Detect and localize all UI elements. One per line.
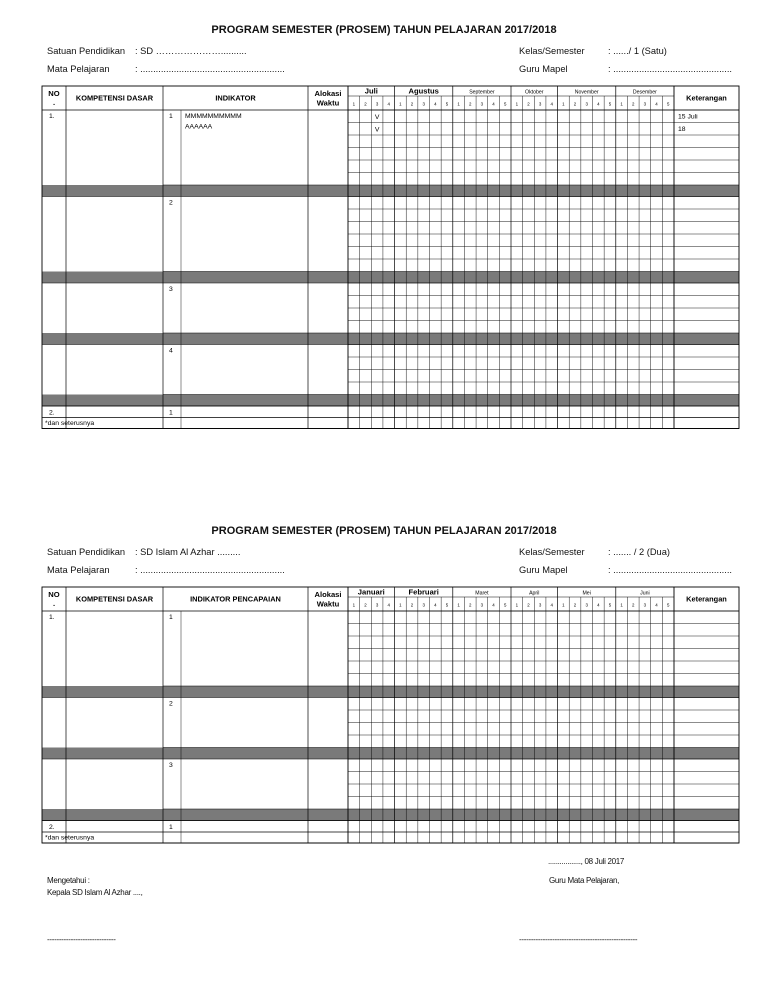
keterangan-cell: 15 Juli	[678, 113, 698, 121]
week-number: 4	[597, 101, 600, 107]
last-row-indicator-number: 1	[169, 824, 173, 831]
waktu-header: Waktu	[316, 599, 340, 609]
no-header: NO	[48, 590, 60, 599]
indikator-header: INDIKATOR	[215, 93, 256, 103]
week-number: 3	[480, 101, 484, 107]
last-row-number: 2.	[49, 824, 55, 831]
week-number: 5	[666, 101, 670, 107]
week-number: 5	[608, 602, 612, 608]
week-number: 5	[608, 101, 612, 107]
sheet2-satuan-label: Satuan Pendidikan	[47, 547, 126, 557]
sheet1-kelas-value: : ....../ 1 (Satu)	[608, 46, 667, 56]
indicator-number: 2	[169, 700, 173, 708]
week-number: 5	[445, 101, 449, 107]
sheet2-mapel-label: Mata Pelajaran	[47, 565, 110, 575]
indicator-number: 1	[169, 113, 173, 120]
sheet2-kelas-label: Kelas/Semester	[519, 547, 585, 557]
month-label: Desember	[632, 89, 657, 96]
sheet2-kelas-value: : ....... / 2 (Dua)	[608, 547, 670, 557]
month-label: Februari	[408, 587, 439, 597]
week-number: 2	[410, 101, 414, 107]
no-header: NO	[48, 89, 60, 98]
kompetensi-dasar-header: KOMPETENSI DASAR	[75, 594, 154, 604]
kepala-signature-line: -----------------------------	[47, 935, 116, 944]
alokasi-header: Alokasi	[314, 590, 342, 599]
alokasi-header: Alokasi	[314, 89, 342, 98]
kepala-sekolah-label: Kepala SD Islam Al Azhar ....,	[47, 888, 143, 897]
month-label: November	[574, 89, 599, 96]
week-check-mark: V	[374, 114, 380, 121]
month-label: Agustus	[408, 86, 439, 96]
month-label: Maret	[475, 590, 489, 597]
week-number: 1	[562, 602, 565, 608]
week-number: 3	[480, 602, 484, 608]
keterangan-header: Keterangan	[686, 594, 727, 604]
week-number: 4	[492, 101, 495, 107]
week-number: 4	[387, 101, 390, 107]
indicator-number: 4	[169, 347, 173, 355]
no-header-dot: .	[52, 599, 56, 608]
week-number: 2	[410, 602, 414, 608]
week-number: 1	[562, 101, 565, 107]
sheet2-satuan-value: : SD Islam Al Azhar .........	[135, 547, 241, 557]
mengetahui-label: Mengetahui :	[47, 876, 90, 885]
section-separator-bar	[42, 272, 739, 284]
sheet1-satuan-value: : SD …………………..........	[135, 46, 247, 56]
week-number: 3	[643, 602, 647, 608]
week-number: 2	[573, 101, 577, 107]
last-row-indicator-number: 1	[169, 409, 173, 417]
week-number: 2	[527, 101, 530, 107]
month-label: Juli	[364, 86, 378, 96]
week-number: 3	[375, 602, 379, 608]
week-number: 3	[422, 602, 425, 608]
week-number: 5	[445, 602, 449, 608]
sheet1-kelas-label: Kelas/Semester	[519, 46, 585, 56]
week-number: 3	[538, 602, 542, 608]
week-number: 4	[597, 602, 600, 608]
table-border	[42, 86, 739, 429]
week-number: 5	[503, 101, 507, 107]
week-check-mark: V	[374, 126, 380, 134]
no-header-dot: .	[52, 98, 56, 107]
week-number: 1	[620, 602, 623, 608]
week-number: 3	[375, 101, 379, 107]
sheet2-guru-value: : ..............................................	[608, 565, 732, 575]
month-label: Juni	[640, 590, 650, 597]
week-number: 5	[503, 602, 507, 608]
month-label: Mei	[582, 590, 591, 597]
last-row-number: 2.	[49, 409, 55, 417]
sheet1-guru-label: Guru Mapel	[519, 64, 568, 74]
week-number: 2	[469, 101, 472, 107]
sheet1-mapel-value: : ........................................................	[135, 64, 285, 74]
week-number: 4	[655, 101, 658, 107]
month-label: Oktober	[525, 89, 544, 96]
footnote: *dan seterusnya	[45, 420, 95, 427]
sheet1-guru-value: : ..............................................	[608, 64, 732, 74]
week-number: 2	[632, 101, 635, 107]
week-number: 1	[515, 602, 519, 608]
indicator-number: 3	[169, 762, 173, 769]
indicator-text: AAAAAA	[185, 123, 213, 131]
sheet1-title: PROGRAM SEMESTER (PROSEM) TAHUN PELAJARAN 2017/2018	[211, 24, 557, 36]
indicator-number: 3	[169, 286, 173, 293]
week-number: 3	[585, 101, 588, 107]
waktu-header: Waktu	[316, 98, 340, 108]
indikator-header: INDIKATOR PENCAPAIAN	[190, 594, 281, 604]
week-number: 3	[643, 101, 647, 107]
week-number: 2	[527, 602, 530, 608]
week-number: 4	[550, 602, 553, 608]
week-number: 3	[422, 101, 425, 107]
sheet2-title: PROGRAM SEMESTER (PROSEM) TAHUN PELAJARAN 2017/2018	[211, 525, 557, 537]
sheet2-guru-label: Guru Mapel	[519, 565, 568, 575]
week-number: 1	[457, 602, 460, 608]
keterangan-header: Keterangan	[686, 93, 727, 103]
sheet2-mapel-value: : ........................................................	[135, 565, 285, 575]
guru-signature-line: --------------------------------------------------	[519, 935, 638, 944]
week-number: 1	[620, 101, 623, 107]
sheet1-mapel-label: Mata Pelajaran	[47, 64, 110, 74]
week-number: 2	[469, 602, 472, 608]
week-number: 2	[364, 602, 367, 608]
keterangan-cell: 18	[678, 126, 686, 133]
month-label: September	[469, 89, 495, 96]
month-label: Januari	[357, 587, 385, 597]
week-number: 3	[538, 101, 542, 107]
section-number: 1.	[49, 614, 55, 621]
section-number: 1.	[49, 113, 55, 120]
sheet1-satuan-label: Satuan Pendidikan	[47, 46, 126, 56]
week-number: 1	[399, 602, 402, 608]
indicator-text: MMMMMMMMMM	[185, 113, 242, 120]
week-number: 4	[387, 602, 390, 608]
week-number: 1	[352, 602, 356, 608]
week-number: 2	[632, 602, 635, 608]
kompetensi-dasar-header: KOMPETENSI DASAR	[75, 93, 154, 103]
week-number: 4	[434, 602, 437, 608]
week-number: 1	[399, 101, 402, 107]
section-separator-bar	[42, 395, 739, 407]
indicator-number: 1	[169, 614, 173, 621]
week-number: 4	[655, 602, 658, 608]
week-number: 1	[457, 101, 460, 107]
week-number: 1	[352, 101, 356, 107]
guru-mapel-signature-label: Guru Mata Pelajaran,	[549, 876, 620, 885]
footnote: *dan seterusnya	[45, 834, 95, 842]
week-number: 3	[585, 602, 588, 608]
indicator-number: 2	[169, 199, 173, 207]
signature-date: ................., 08 Juli 2017	[548, 857, 625, 866]
section-separator-bar	[42, 185, 739, 197]
week-number: 4	[492, 602, 495, 608]
week-number: 4	[434, 101, 437, 107]
week-number: 5	[666, 602, 670, 608]
week-number: 2	[573, 602, 577, 608]
month-label: April	[529, 590, 540, 597]
week-number: 2	[364, 101, 367, 107]
week-number: 4	[550, 101, 553, 107]
week-number: 1	[515, 101, 519, 107]
section-separator-bar	[42, 333, 739, 345]
